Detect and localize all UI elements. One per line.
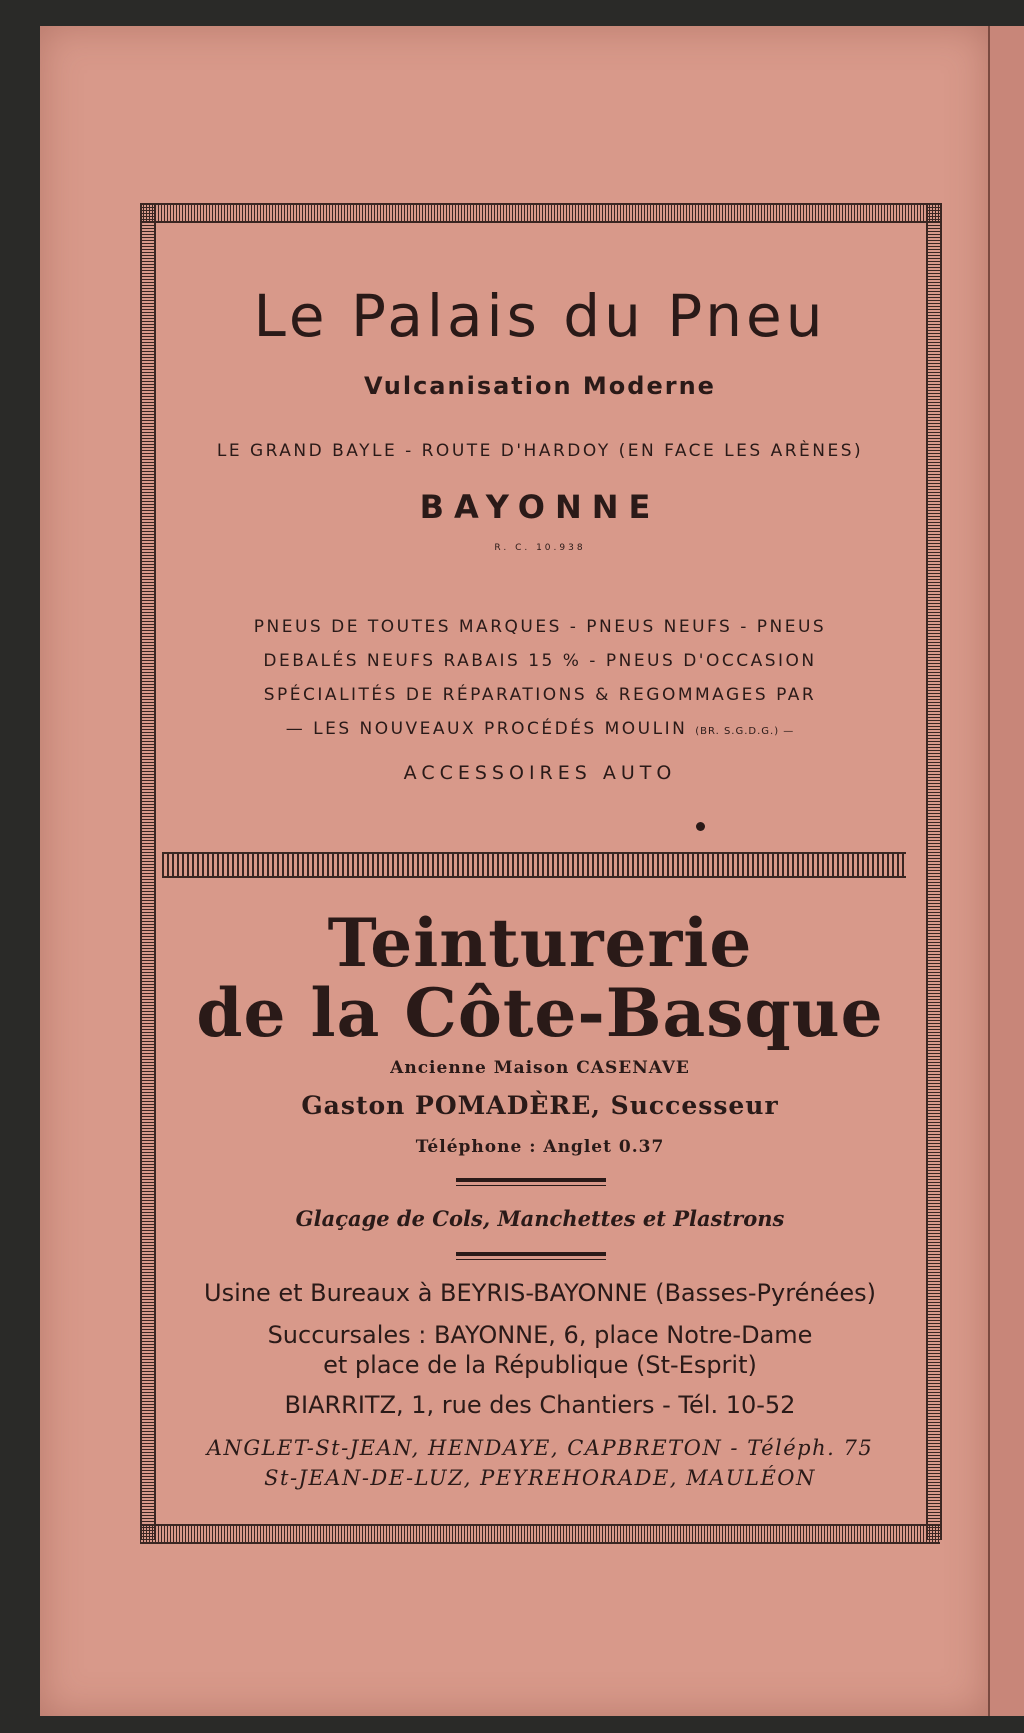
ad1-rc: R. C. 10.938 [494,543,586,553]
ad2-title [140,904,940,1052]
ad2-towns [140,1433,940,1493]
ad2-title-line1: Teinturerie [327,904,753,982]
ad2-towns-2: St-JEAN-DE-LUZ, PEYREHORADE, MAULÉON [264,1466,816,1490]
section-separator [162,852,906,878]
ad1-body [140,610,940,749]
ad2-service: Glaçage de Cols, Manchettes et Plastrons [295,1206,785,1231]
rule-1 [456,1178,606,1186]
frame-bottom-hatch [140,1524,940,1544]
ad1-line2: DEBALÉS NEUFS RABAIS 15 % - PNEUS D'OCCASION [263,651,817,671]
ad2-factory: Usine et Bureaux à BEYRIS-BAYONNE (Basses-Pyrénées) [204,1279,876,1307]
ad1-accessories: ACCESSOIRES AUTO [403,762,677,784]
ad2-phone: Téléphone : Anglet 0.37 [415,1137,665,1157]
ad2-branches [140,1320,940,1380]
ad1-title: Le Palais du Pneu [253,282,827,350]
ink-dot [696,822,705,831]
ad2-successor: Gaston POMADÈRE, Successeur [301,1091,779,1120]
ad2-branches-2: et place de la République (St-Esprit) [323,1351,757,1379]
ad2-title-line2: de la Côte-Basque [196,974,884,1052]
ad1-line4 [140,712,940,749]
ad1-line3: SPÉCIALITÉS DE RÉPARATIONS & REGOMMAGES PAR [263,685,817,705]
ad1-line1: PNEUS DE TOUTES MARQUES - PNEUS NEUFS - PNEUS [253,617,827,637]
ad1-line4-text: — LES NOUVEAUX PROCÉDÉS MOULIN [285,719,688,739]
ad1-address: LE GRAND BAYLE - ROUTE D'HARDOY (EN FACE LES ARÈNES) [216,441,864,461]
ad2-biarritz: BIARRITZ, 1, rue des Chantiers - Tél. 10-52 [284,1391,796,1419]
frame-top-hatch [140,203,940,223]
ad1-subtitle: Vulcanisation Moderne [364,372,716,400]
next-page-edge [988,26,1024,1716]
ad1-city: BAYONNE [419,488,661,526]
ad2-former: Ancienne Maison CASENAVE [390,1058,690,1078]
ad1-line4-patent: (BR. S.G.D.G.) — [695,726,795,737]
ad2-towns-1: ANGLET-St-JEAN, HENDAYE, CAPBRETON - Téléph. 75 [206,1436,874,1460]
rule-2 [456,1252,606,1260]
ad2-branches-1: Succursales : BAYONNE, 6, place Notre-Dame [267,1321,813,1349]
